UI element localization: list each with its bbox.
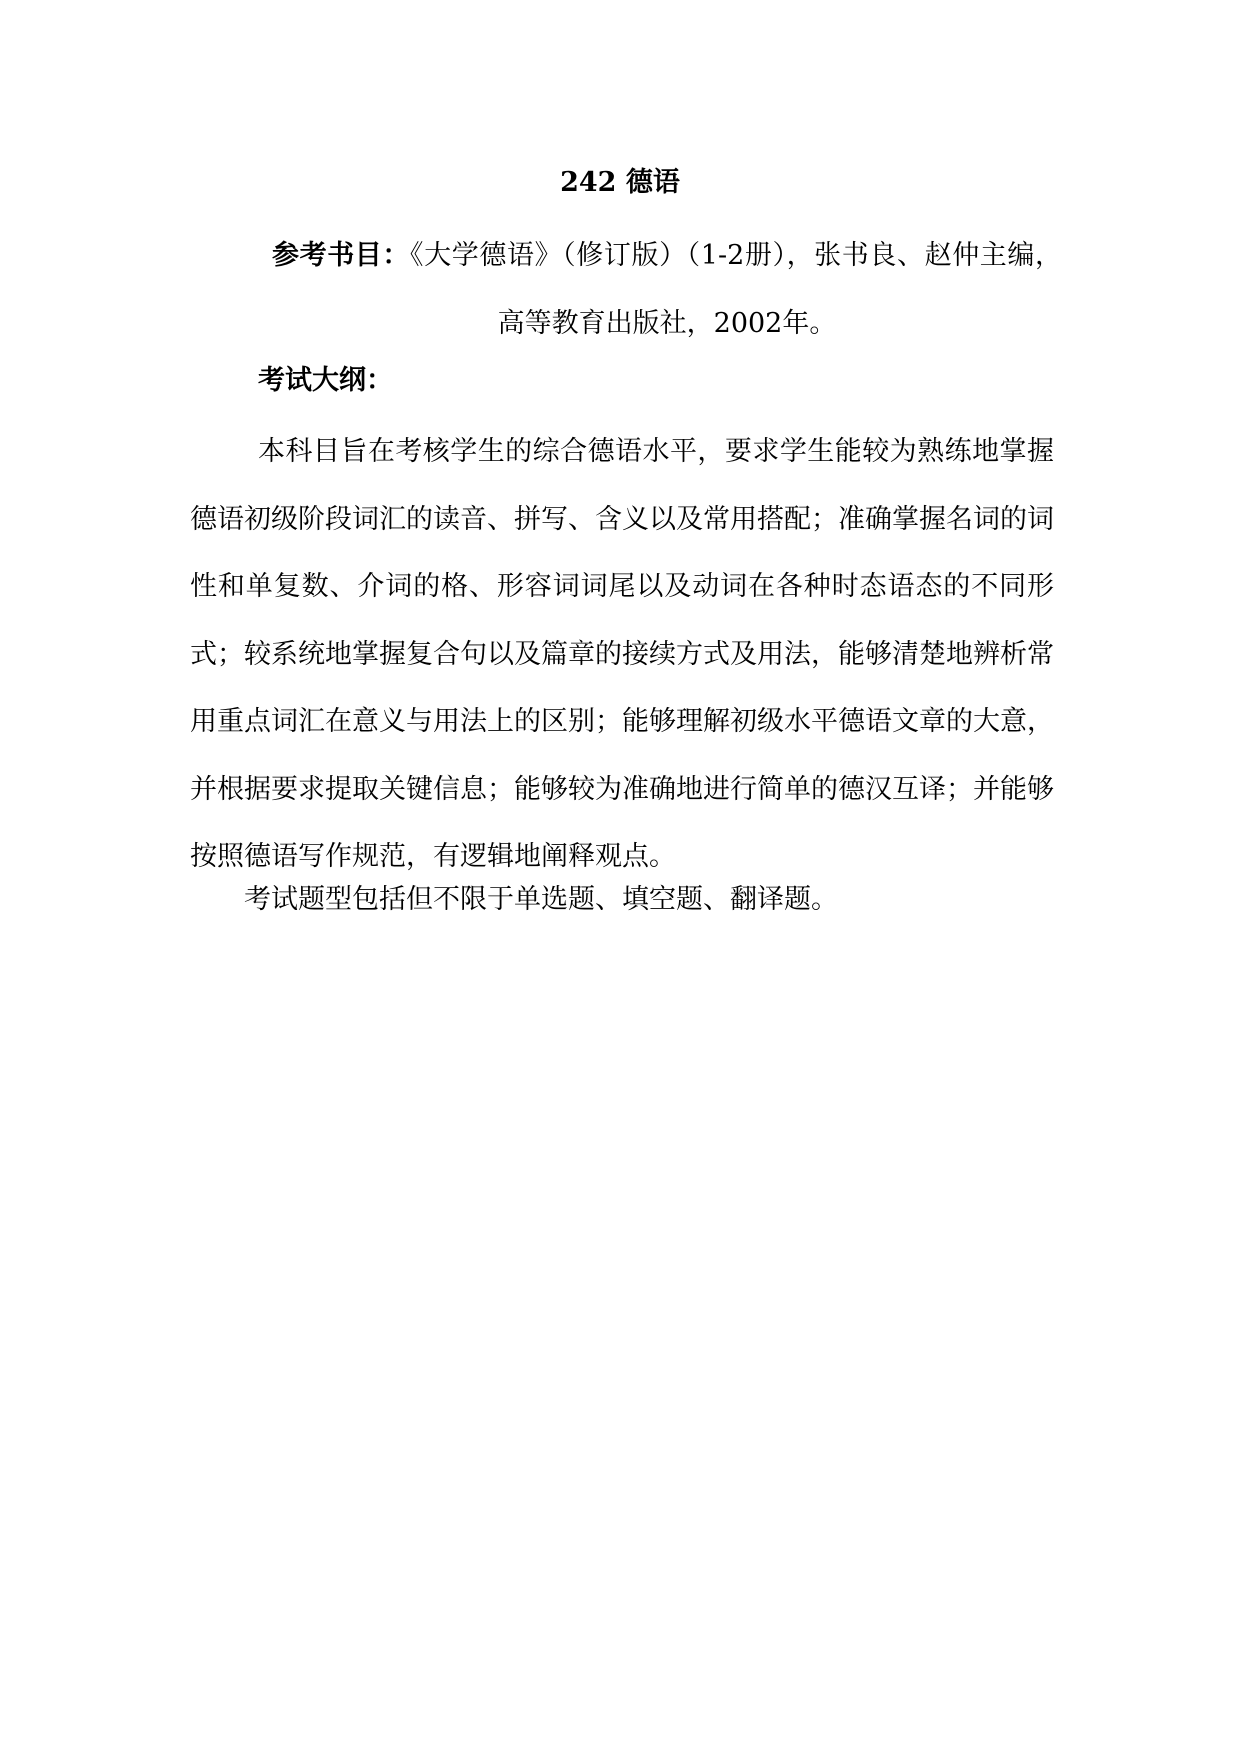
outline-label: 考试大纲： (258, 365, 393, 396)
page-title: 242 德语 (560, 167, 680, 198)
question-types: 考试题型包括但不限于单选题、填空题、翻译题。 (244, 884, 838, 915)
reference-label: 参考书目： (272, 240, 411, 271)
reference-text: 《大学德语》（修订版）（1-2册），张书良、赵仲主编，高等教育出版社，2002年。 (410, 240, 1063, 339)
outline-body: 本科目旨在考核学生的综合德语水平，要求学生能较为熟练地掌握德语初级阶段词汇的读音、拼写、含义以及常用搭配；准确掌握名词的词性和单复数、介词的格、形容词词尾以及动词在各种时态语态的不同形式；较系统地掌握复合句以及篇章的接续方式及用法，能够清楚地辨析常用重点词汇在意义与用法上的区别；能够理解初级水平德语文章的大意，并根据要求提取关键信息；能够较为准确地进行简单的德汉互译；并能够按照德语写作规范，有逻辑地阐释观点。 (190, 436, 1054, 872)
reference-books (272, 222, 1062, 358)
